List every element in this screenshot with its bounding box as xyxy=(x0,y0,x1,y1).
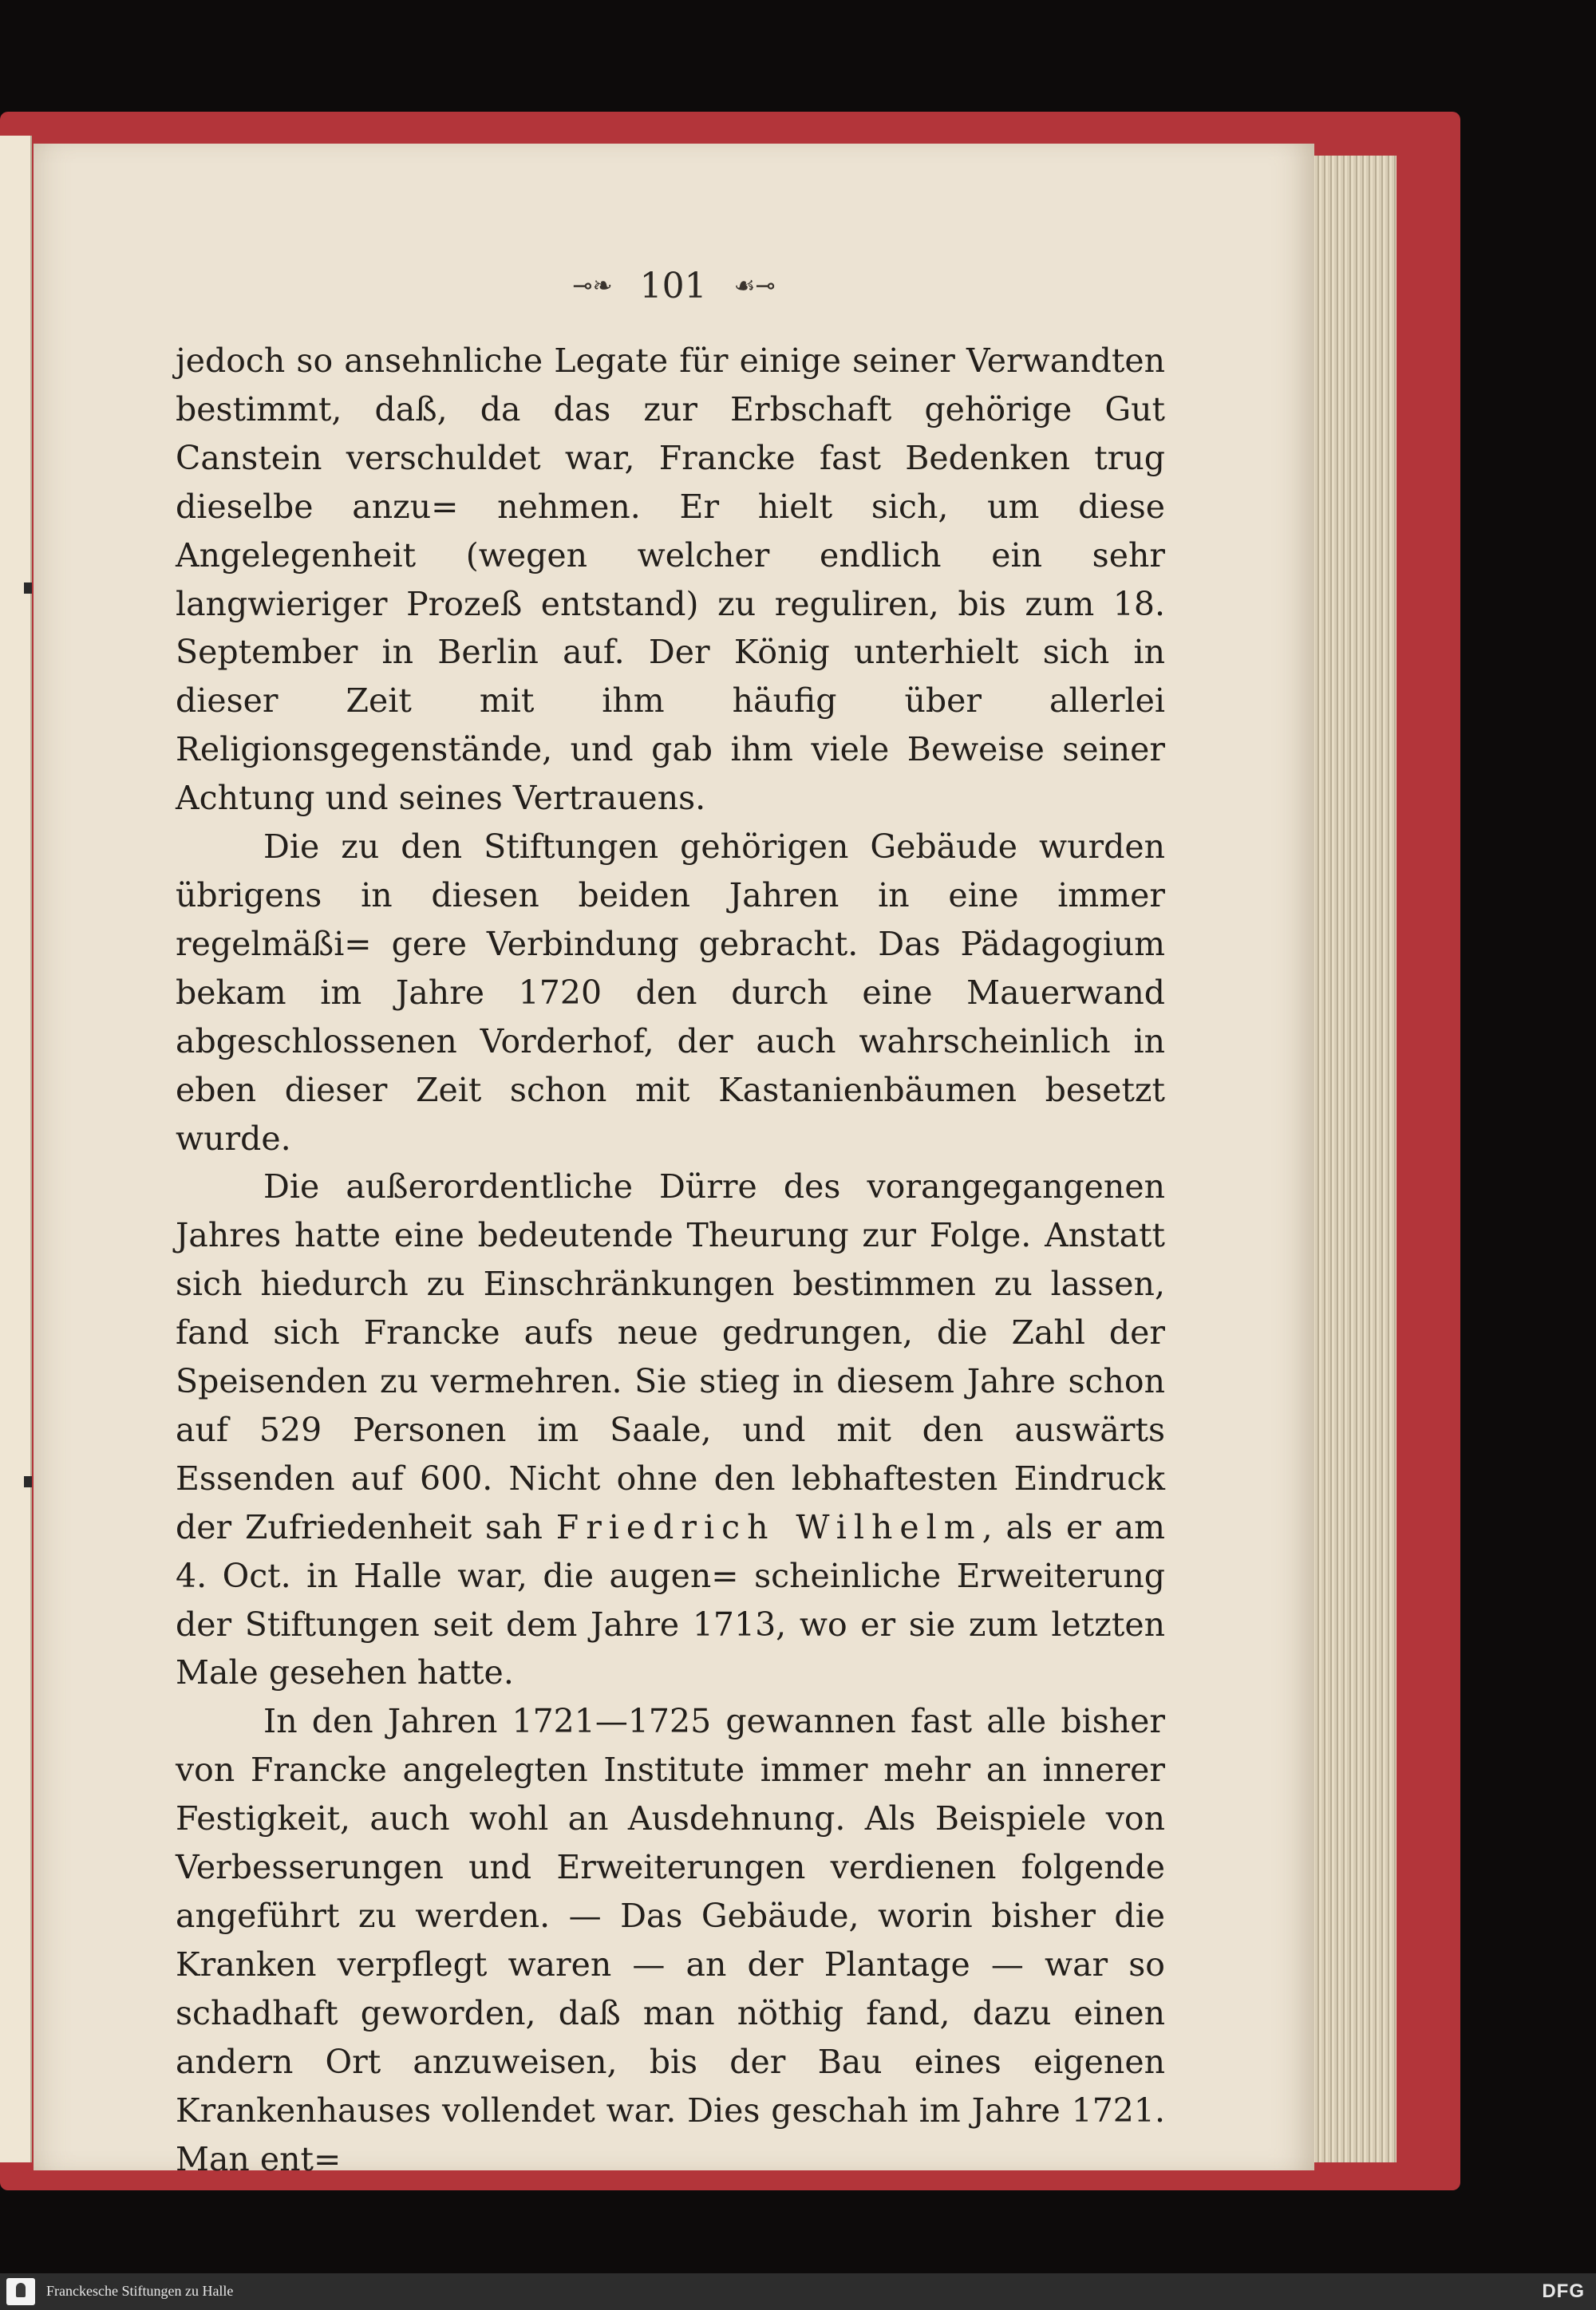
paragraph xyxy=(176,1163,1165,1697)
thread-mark xyxy=(24,1476,32,1487)
paragraph: In den Jahren 1721—1725 gewannen fast alle bisher von Francke angelegten Institute immer mehr an innerer Festigkeit, auch wohl an Ausdehnung. Als Beispiele von Verbesserungen und Erweiterungen verdienen folgende angeführt zu werden. — Das Gebäude, worin bisher die Kranken verpflegt waren — an der Plantage — war so schadhaft geworden, daß man nöthig fand, dazu einen andern Ort anzuweisen, bis der Bau eines eigenen Krankenhauses vollendet war. Dies geschah im Jahre 1721. Man ent= xyxy=(176,1702,1165,2178)
dfg-logo: DFG xyxy=(1542,2280,1585,2302)
paragraph-text: Die außerordentliche Dürre des vorangegangenen Jahres hatte eine bedeutende Theurung zur Folge. Anstatt sich hiedurch zu Einschränkungen bestimmen zu lassen, fand sich Francke aufs neue gedrungen, die Zahl der Speisenden zu vermehren. Sie stieg in diesem Jahre schon auf 529 Personen im Saale, und mit den auswärts Essenden auf 600. Nicht ohne den lebhaftesten Eindruck der Zufriedenheit sah xyxy=(176,1167,1165,1546)
previous-page-edge xyxy=(0,136,32,2162)
paragraph: jedoch so ansehnliche Legate für einige seiner Verwandten bestimmt, daß, da das zur Erbschaft gehörige Gut Canstein verschuldet war, Francke fast Bedenken trug dieselbe anzu= nehmen. Er hielt sich, um diese Angelegenheit (wegen welcher endlich ein sehr langwieriger Prozeß entstand) zu reguliren, bis zum 18. September in Berlin auf. Der König unterhielt sich in dieser Zeit mit ihm häufig über allerlei Religionsgegenstände, und gab ihm viele Beweise seiner Achtung und seines Vertrauens. xyxy=(176,342,1165,818)
body-text xyxy=(176,337,1165,2183)
page-header xyxy=(34,262,1314,310)
book-page xyxy=(34,144,1314,2178)
viewer-footer xyxy=(0,2273,1596,2310)
spaced-name: Friedrich Wilhelm xyxy=(555,1507,982,1546)
thread-mark xyxy=(24,582,32,594)
paragraph: Die zu den Stiftungen gehörigen Gebäude wurden übrigens in diesen beiden Jahren in eine immer regelmäßi= gere Verbindung gebracht. Das Pädagogium bekam im Jahre 1720 den durch eine Mauerwand abgeschlossenen Vorderhof, der auch wahrscheinlich in eben dieser Zeit schon mit Kastanienbäumen besetzt wurde. xyxy=(176,827,1165,1158)
institution-name: Franckesche Stiftungen zu Halle xyxy=(46,2283,234,2299)
page-block-edge xyxy=(1309,156,1396,2162)
ornament-right-icon: ☙⊸ xyxy=(733,271,776,300)
ornament-left-icon: ⊸❧ xyxy=(572,271,613,300)
paragraph-text: , als er am 4. Oct. in Halle war, die augen= scheinliche Erweiterung der Stiftungen seit dem Jahre 1713, wo er sie zum letzten Male gesehen hatte. xyxy=(176,1507,1165,1692)
institution-logo-icon xyxy=(6,2278,35,2305)
page-number: 101 xyxy=(639,265,707,306)
